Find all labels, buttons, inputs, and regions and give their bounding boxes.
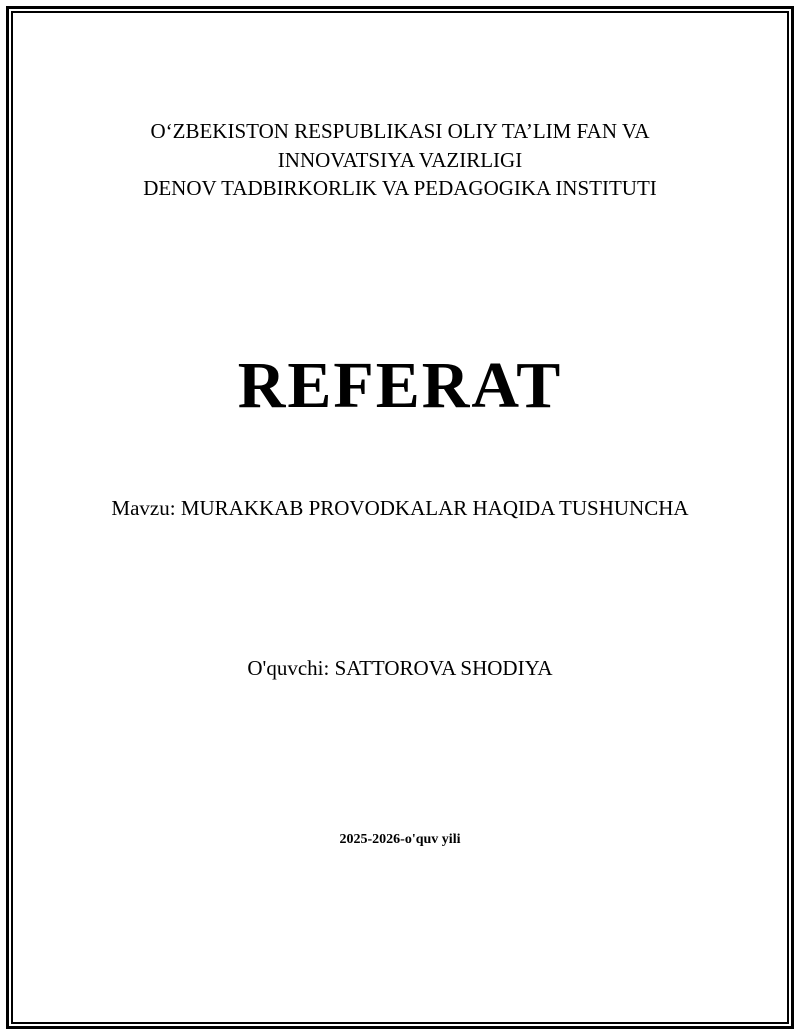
institute-line: DENOV TADBIRKORLIK VA PEDAGOGIKA INSTITUTI — [143, 176, 657, 200]
institution-header — [0, 117, 800, 203]
ministry-line-1: OʻZBEKISTON RESPUBLIKASI OLIY TA’LIM FAN VA — [150, 119, 650, 143]
topic-line: Mavzu: MURAKKAB PROVODKALAR HAQIDA TUSHUNCHA — [111, 496, 689, 520]
academic-year-line: 2025-2026-o'quv yili — [339, 832, 461, 847]
ministry-line-2: INNOVATSIYA VAZIRLIGI — [277, 147, 523, 172]
document-title: REFERAT — [237, 349, 563, 422]
student-line: O'quvchi: SATTOROVA SHODIYA — [247, 656, 553, 680]
